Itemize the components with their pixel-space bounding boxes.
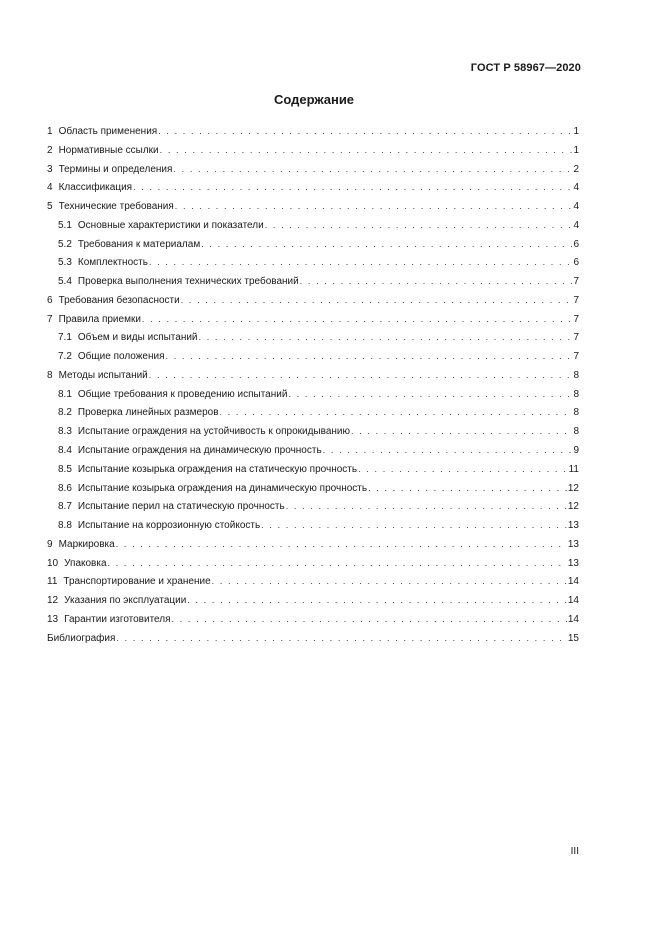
toc-entry-page: 8 [573,426,579,438]
toc-dot-leader [358,460,568,479]
toc-entry-title: Указания по эксплуатации [64,595,187,607]
toc-entry[interactable] [47,197,579,216]
toc-entry-page: 7 [573,313,579,325]
toc-entry-title: Испытание ограждения на устойчивость к опрокидыванию [77,426,350,438]
toc-entry-number: 8.5 [58,463,72,475]
toc-entry-number: 4 [47,182,53,194]
toc-dot-leader [286,497,567,516]
toc-entry-page: 7 [573,332,579,344]
toc-entry-number: 5 [47,201,53,213]
toc-entry-page: 9 [573,445,579,457]
toc-dot-leader [173,160,572,179]
toc-entry-page: 13 [567,538,579,550]
toc-entry-number: 10 [47,557,59,569]
toc-entry[interactable] [47,328,579,347]
toc-entry[interactable] [47,497,579,516]
toc-entry-page: 4 [573,182,579,194]
toc-entry-page: 12 [567,482,579,494]
toc-entry[interactable] [47,591,579,610]
toc-entry-page: 1 [573,144,579,156]
toc-entry-page: 1 [573,126,579,137]
toc-entry-page: 14 [567,613,579,625]
toc-dot-leader [181,291,573,310]
toc-entry[interactable] [47,178,579,197]
toc-dot-leader [116,629,566,648]
toc-entry[interactable] [47,310,579,329]
toc-entry-title: Классификация [58,182,133,194]
toc-entry-page: 7 [573,351,579,363]
toc-entry-page: 13 [567,520,579,532]
toc-entry-number: 12 [47,595,59,607]
toc-dot-leader [116,535,567,554]
toc-dot-leader [300,272,573,291]
toc-entry-title: Транспортирование и хранение [63,576,211,588]
toc-entry-title: Общие требования к проведению испытаний [77,388,288,400]
toc-dot-leader [149,253,573,272]
toc-entry-number: 8.7 [58,501,72,513]
toc-dot-leader [220,403,573,422]
toc-entry[interactable] [47,160,579,179]
toc-entry-title: Объем и виды испытаний [77,332,198,344]
toc-entry-number: 2 [47,144,53,156]
toc-entry[interactable] [47,235,579,254]
toc-dot-leader [108,554,567,573]
toc-dot-leader [142,310,573,329]
toc-entry[interactable] [47,272,579,291]
toc-entry[interactable] [47,535,579,554]
toc-entry-number: 7 [47,313,53,325]
toc-entry-page: 8 [573,407,579,419]
standard-code: ГОСТ Р 58967—2020 [470,62,581,74]
toc-dot-leader [149,366,573,385]
toc-entry[interactable] [47,366,579,385]
toc-entry-number: 8.6 [58,482,72,494]
toc-dot-leader [368,479,567,498]
toc-entry-title: Технические требования [58,201,174,213]
toc-entry-page: 12 [567,501,579,513]
toc-entry-number: 8.3 [58,426,72,438]
toc-entry-number: 5.2 [58,238,72,250]
toc-entry[interactable] [47,422,579,441]
toc-entry-page: 11 [568,463,579,475]
toc-entry-title: Упаковка [64,557,107,569]
toc-entry-title: Термины и определения [58,163,173,175]
toc-dot-leader [288,385,572,404]
toc-entry-number: 1 [47,126,53,137]
toc-entry-number: 9 [47,538,53,550]
toc-entry-title: Библиография [47,632,116,644]
toc-entry-number: 11 [47,576,58,588]
toc-entry-page: 2 [573,163,579,175]
table-of-contents [47,122,579,647]
toc-entry-page: 14 [567,595,579,607]
toc-entry[interactable] [47,460,579,479]
toc-entry-number: 8.8 [58,520,72,532]
toc-entry-page: 8 [573,388,579,400]
toc-entry[interactable] [47,572,579,591]
toc-dot-leader [160,141,573,160]
toc-dot-leader [172,610,567,629]
toc-dot-leader [351,422,572,441]
toc-entry-number: 8.2 [58,407,72,419]
toc-entry-title: Испытание козырька ограждения на статическую прочность [77,463,358,475]
toc-entry-title: Правила приемки [58,313,141,325]
toc-dot-leader [201,235,572,254]
toc-entry-title: Испытание козырька ограждения на динамическую прочность [77,482,368,494]
toc-dot-leader [261,516,567,535]
toc-dot-leader [158,122,572,141]
toc-entry-title: Нормативные ссылки [58,144,159,156]
toc-dot-leader [265,216,573,235]
toc-entry-title: Комплектность [77,257,148,269]
toc-entry-page: 6 [573,238,579,250]
toc-entry-title: Область применения [58,126,158,137]
toc-entry[interactable] [47,253,579,272]
toc-entry-title: Проверка выполнения технических требований [77,276,299,288]
toc-entry-title: Общие положения [77,351,165,363]
toc-entry-number: 7.1 [58,332,72,344]
toc-entry-page: 8 [573,369,579,381]
toc-dot-leader [175,197,573,216]
toc-entry-title: Испытание перил на статическую прочность [77,501,285,513]
toc-entry-number: 5.4 [58,276,72,288]
toc-entry[interactable] [47,516,579,535]
toc-entry-number: 5.3 [58,257,72,269]
toc-entry[interactable] [47,291,579,310]
toc-entry-number: 8.4 [58,445,72,457]
toc-entry-title: Проверка линейных размеров [77,407,219,419]
toc-entry-number: 6 [47,294,53,306]
toc-entry[interactable] [47,141,579,160]
toc-entry[interactable] [47,629,579,648]
toc-entry[interactable] [47,347,579,366]
toc-entry-number: 7.2 [58,351,72,363]
page-number: III [570,846,579,857]
toc-entry[interactable] [47,610,579,629]
toc-entry-number: 13 [47,613,59,625]
toc-entry[interactable] [47,441,579,460]
toc-entry-page: 13 [567,557,579,569]
toc-dot-leader [187,591,567,610]
toc-entry-page: 15 [567,632,579,644]
toc-entry-page: 4 [573,201,579,213]
toc-entry[interactable] [47,554,579,573]
toc-entry[interactable] [47,216,579,235]
toc-entry[interactable] [47,403,579,422]
toc-entry-number: 3 [47,163,53,175]
toc-entry-page: 7 [573,294,579,306]
toc-dot-leader [133,178,572,197]
toc-entry[interactable] [47,122,579,141]
toc-entry-page: 7 [573,276,579,288]
toc-entry-page: 4 [573,219,579,231]
toc-entry-page: 14 [567,576,579,588]
toc-entry-title: Маркировка [58,538,115,550]
toc-entry-number: 8.1 [58,388,72,400]
toc-dot-leader [166,347,573,366]
toc-entry-title: Методы испытаний [58,369,148,381]
toc-entry[interactable] [47,479,579,498]
toc-dot-leader [212,572,567,591]
toc-entry-title: Испытание на коррозионную стойкость [77,520,261,532]
toc-dot-leader [199,328,573,347]
toc-entry-title: Испытание ограждения на динамическую прочность [77,445,322,457]
toc-entry[interactable] [47,385,579,404]
toc-entry-page: 6 [573,257,579,269]
toc-entry-title: Гарантии изготовителя [64,613,171,625]
toc-entry-number: 5.1 [58,219,72,231]
toc-dot-leader [323,441,573,460]
toc-entry-title: Требования безопасности [58,294,180,306]
page-title: Содержание [273,92,355,107]
toc-entry-title: Основные характеристики и показатели [77,219,264,231]
toc-entry-number: 8 [47,369,53,381]
toc-entry-title: Требования к материалам [77,238,201,250]
